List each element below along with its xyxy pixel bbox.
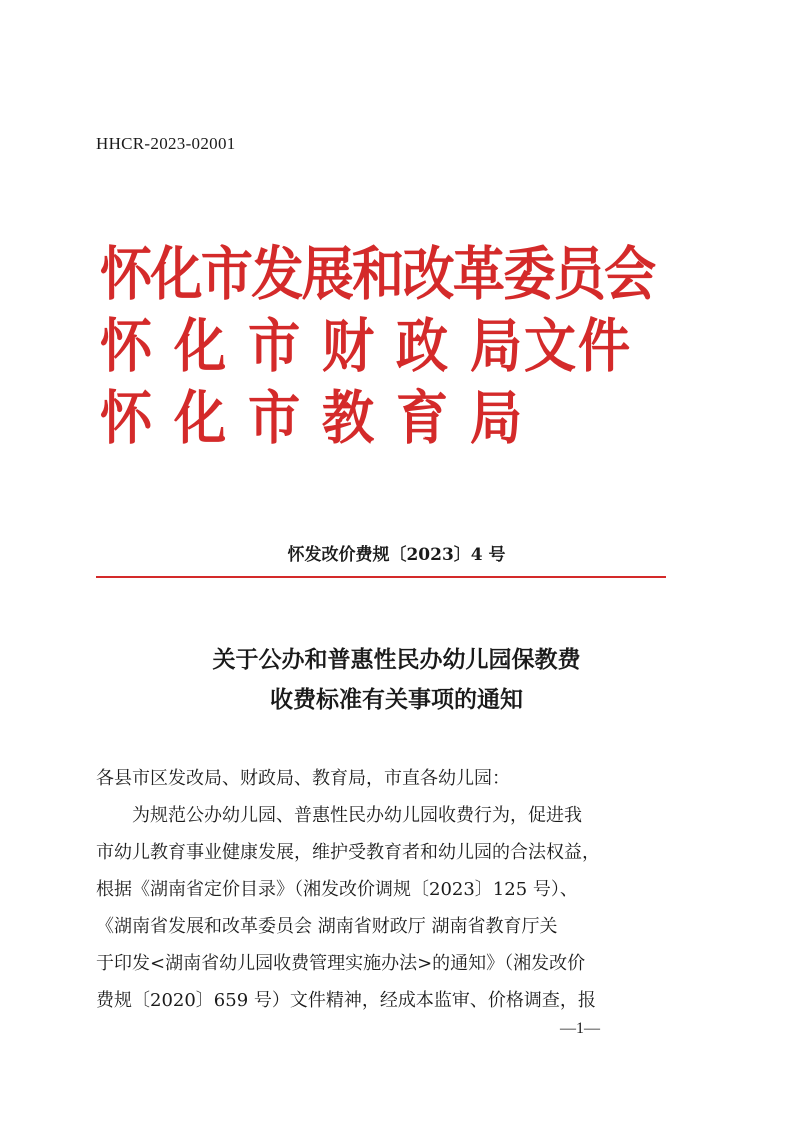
document-body — [96, 760, 676, 1019]
body-line: 为规范公办幼儿园、普惠性民办幼儿园收费行为，促进我 — [132, 805, 582, 826]
document-code: HHCR-2023-02001 — [96, 134, 236, 153]
red-divider — [96, 576, 666, 578]
body-line: 根据《湖南省定价目录》（湘发改价调规〔2023〕125 号）、 — [96, 879, 578, 900]
title-line-2: 收费标准有关事项的通知 — [270, 686, 523, 713]
document-title — [0, 640, 793, 720]
body-line: 《湖南省发展和改革委员会 湖南省财政厅 湖南省教育厅关 — [96, 916, 558, 937]
title-line-1: 关于公办和普惠性民办幼儿园保教费 — [212, 646, 581, 673]
header-line-education-bureau: 怀 化 市 教 育 局 — [100, 384, 524, 452]
reference-number: 怀发改价费规〔2023〕4 号 — [287, 545, 506, 565]
issuing-authorities-header — [100, 238, 680, 454]
header-line-development-reform-commission: 怀化市发展和改革委员会 — [100, 240, 655, 308]
page-number: —1— — [560, 1020, 600, 1037]
body-line: 于印发<湖南省幼儿园收费管理实施办法>的通知》（湘发改价 — [96, 953, 586, 974]
body-line: 市幼儿教育事业健康发展，维护受教育者和幼儿园的合法权益， — [96, 842, 600, 863]
header-line-finance-bureau: 怀 化 市 财 政 局文件 — [100, 312, 632, 380]
body-line: 费规〔2020〕659 号）文件精神，经成本监审、价格调查，报 — [96, 990, 596, 1011]
salutation: 各县市区发改局、财政局、教育局，市直各幼儿园： — [96, 768, 510, 789]
